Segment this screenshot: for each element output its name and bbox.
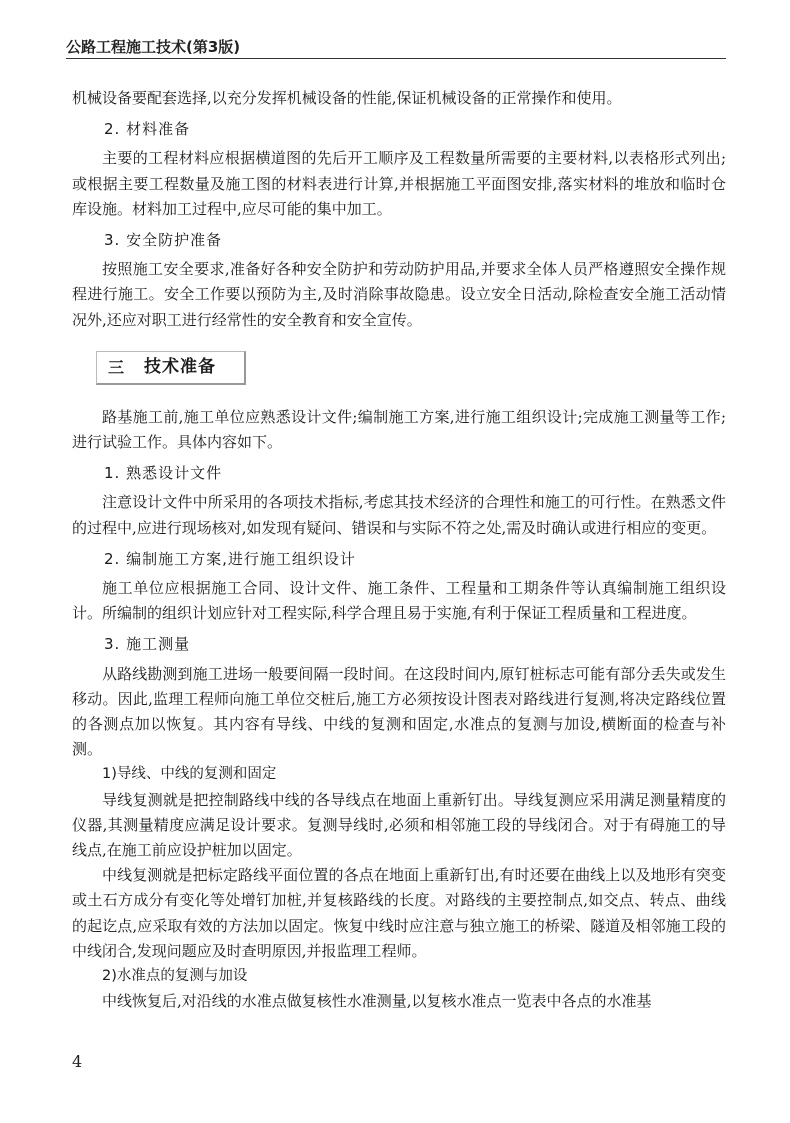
section-title: 技术准备 <box>144 357 217 378</box>
heading-survey: 3. 施工测量 <box>104 635 191 654</box>
section-three-heading <box>96 351 726 385</box>
running-header: 公路工程施工技术(第3版) <box>66 38 241 56</box>
heading-familiarize: 1. 熟悉设计文件 <box>104 464 223 483</box>
plan-paragraph: 施工单位应根据施工合同、设计文件、施工条件、工程量和工期条件等认真编制施工组织设计。所编制的组织计划应针对工程实际,科学合理且易于实施,有利于保证工程质量和工程进度。 <box>72 579 726 623</box>
subheading-traverse-centerline: 1)导线、中线的复测和固定 <box>102 766 277 783</box>
heading-plan: 2. 编制施工方案,进行施工组织设计 <box>104 549 356 568</box>
survey-paragraph: 从路线勘测到施工进场一般要间隔一段时间。在这段时间内,原钉桩标志可能有部分丢失或发生移动。因此,监理工程师向施工单位交桩后,施工方必须按设计图表对路线进行复测,将决定路线位置的各测点加以恢复。其内容有导线、中线的复测和固定,水准点的复测与加设,横断面的检查与补测。 <box>72 664 726 759</box>
header-rule <box>66 58 726 59</box>
heading-safety: 3. 安全防护准备 <box>104 231 223 250</box>
page-number: 4 <box>72 1052 83 1071</box>
section-number: 三 <box>108 358 125 378</box>
centerline-paragraph: 中线复测就是把标定路线平面位置的各点在地面上重新钉出,有时还要在曲线上以及地形有突变或土石方成分有变化等处增钉加桩,并复核路线的长度。对路线的主要控制点,如交点、转点、曲线的起讫点,应采取有效的方法加以固定。恢复中线时应注意与独立施工的桥梁、隧道及相邻施工段的中线闭合,发现问题应及时查明原因,并报监理工程师。 <box>72 866 726 960</box>
benchmark-paragraph: 中线恢复后,对沿线的水准点做复核性水准测量,以复核水准点一览表中各点的水准基 <box>102 992 652 1011</box>
materials-paragraph: 主要的工程材料应根据横道图的先后开工顺序及工程数量所需要的主要材料,以表格形式列出;或根据主要工程数量及施工图的材料表进行计算,并根据施工平面图安排,落实材料的堆放和临时仓库设施。材料加工过程中,应尽可能的集中加工。 <box>72 149 726 218</box>
section-three-intro: 路基施工前,施工单位应熟悉设计文件;编制施工方案,进行施工组织设计;完成施工测量等工作;进行试验工作。具体内容如下。 <box>72 407 726 452</box>
subheading-benchmark: 2)水准点的复测与加设 <box>102 968 248 985</box>
page-body <box>72 86 726 1015</box>
familiarize-paragraph: 注意设计文件中所采用的各项技术指标,考虑其技术经济的合理性和施工的可行性。在熟悉文件的过程中,应进行现场核对,如发现有疑问、错误和与实际不符之处,需及时确认或进行相应的变更。 <box>72 493 726 537</box>
heading-materials: 2. 材料准备 <box>104 120 191 139</box>
traverse-paragraph: 导线复测就是把控制路线中线的各导线点在地面上重新钉出。导线复测应采用满足测量精度的仪器,其测量精度应满足设计要求。复测导线时,必须和相邻施工段的导线闭合。对于有碍施工的导线点,在施工前应设护桩加以固定。 <box>72 790 726 860</box>
intro-continuation: 机械设备要配套选择,以充分发挥机械设备的性能,保证机械设备的正常操作和使用。 <box>72 89 622 107</box>
safety-paragraph: 按照施工安全要求,准备好各种安全防护和劳动防护用品,并要求全体人员严格遵照安全操作规程进行施工。安全工作要以预防为主,及时消除事故隐患。设立安全日活动,除检查安全施工活动情况外,还应对职工进行经常性的安全教育和安全宣传。 <box>72 260 726 329</box>
